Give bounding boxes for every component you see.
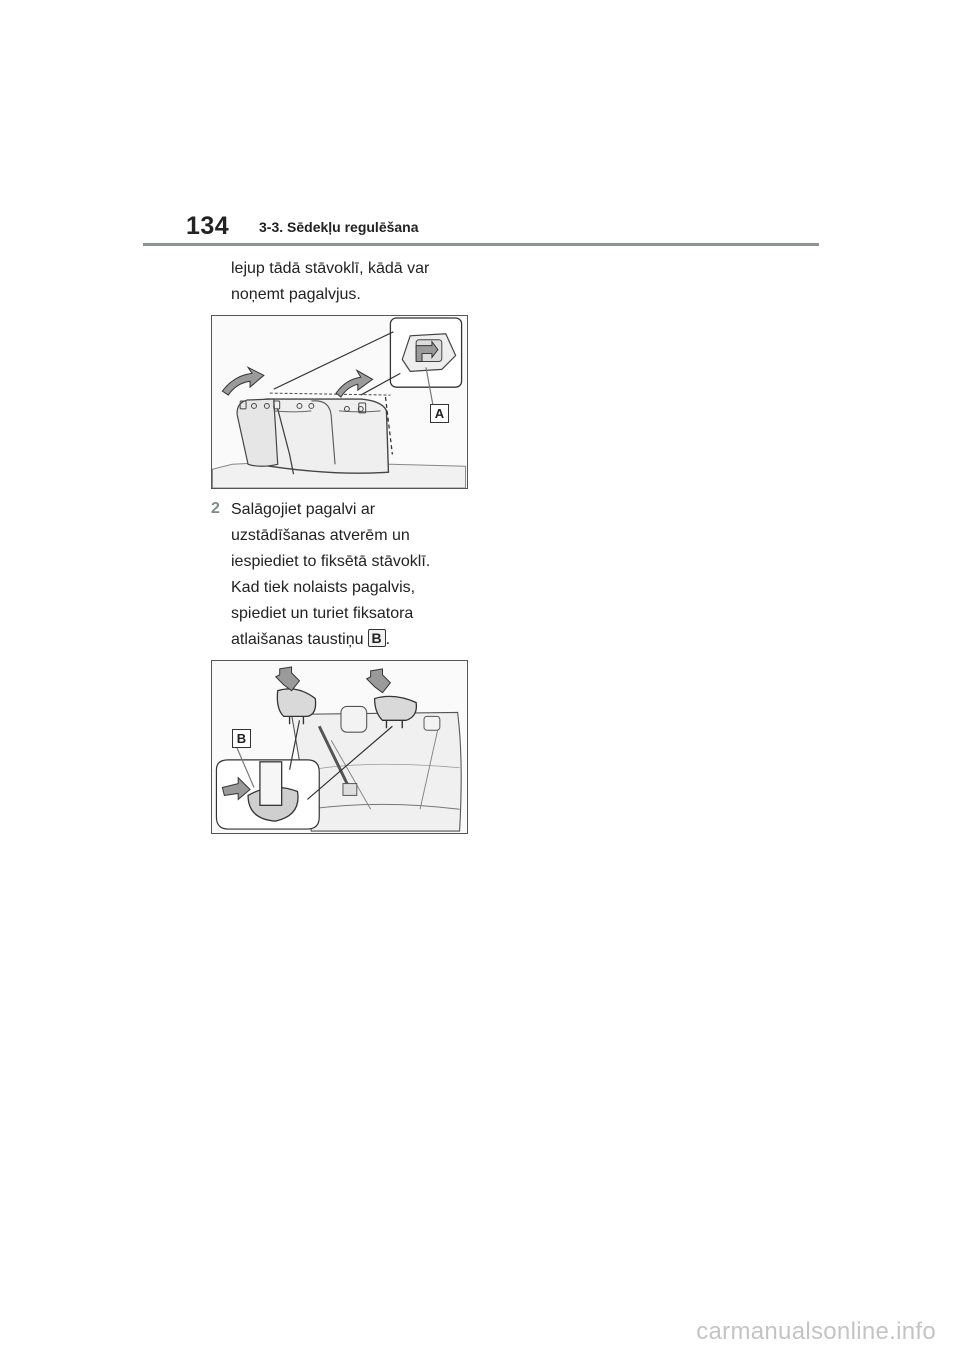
intro-line-1: lejup tādā stāvoklī, kādā var <box>231 260 430 277</box>
step-2-period: . <box>385 631 391 648</box>
step-number: 2 <box>211 500 220 517</box>
step-2-line-6: atlaišanas taustiņu <box>231 631 364 648</box>
figure-seat-fold <box>211 315 468 489</box>
inline-label-b: B <box>368 629 386 647</box>
step-2-line-1: Salāgojiet pagalvi ar <box>231 501 376 518</box>
figure-headrest-install <box>211 660 468 834</box>
intro-line-2: noņemt pagalvjus. <box>231 286 361 303</box>
step-2-line-3: iespiediet to fiksētā stāvoklī. <box>231 553 431 570</box>
step-2-line-2: uzstādīšanas atverēm un <box>231 527 410 544</box>
intro-text <box>231 256 491 308</box>
step-2-text <box>231 497 491 653</box>
section-title: 3-3. Sēdekļu regulēšana <box>259 219 419 235</box>
step-2-line-5: spiediet un turiet fiksatora <box>231 605 414 622</box>
header-rule <box>143 243 819 246</box>
callout-label-b: B <box>232 729 251 748</box>
step-2-line-4: Kad tiek nolaists pagalvis, <box>231 579 416 596</box>
watermark: carmanualsonline.info <box>696 1318 936 1345</box>
seat-fold-illustration <box>212 316 467 488</box>
page-number: 134 <box>186 212 230 240</box>
callout-label-a: A <box>430 404 449 423</box>
